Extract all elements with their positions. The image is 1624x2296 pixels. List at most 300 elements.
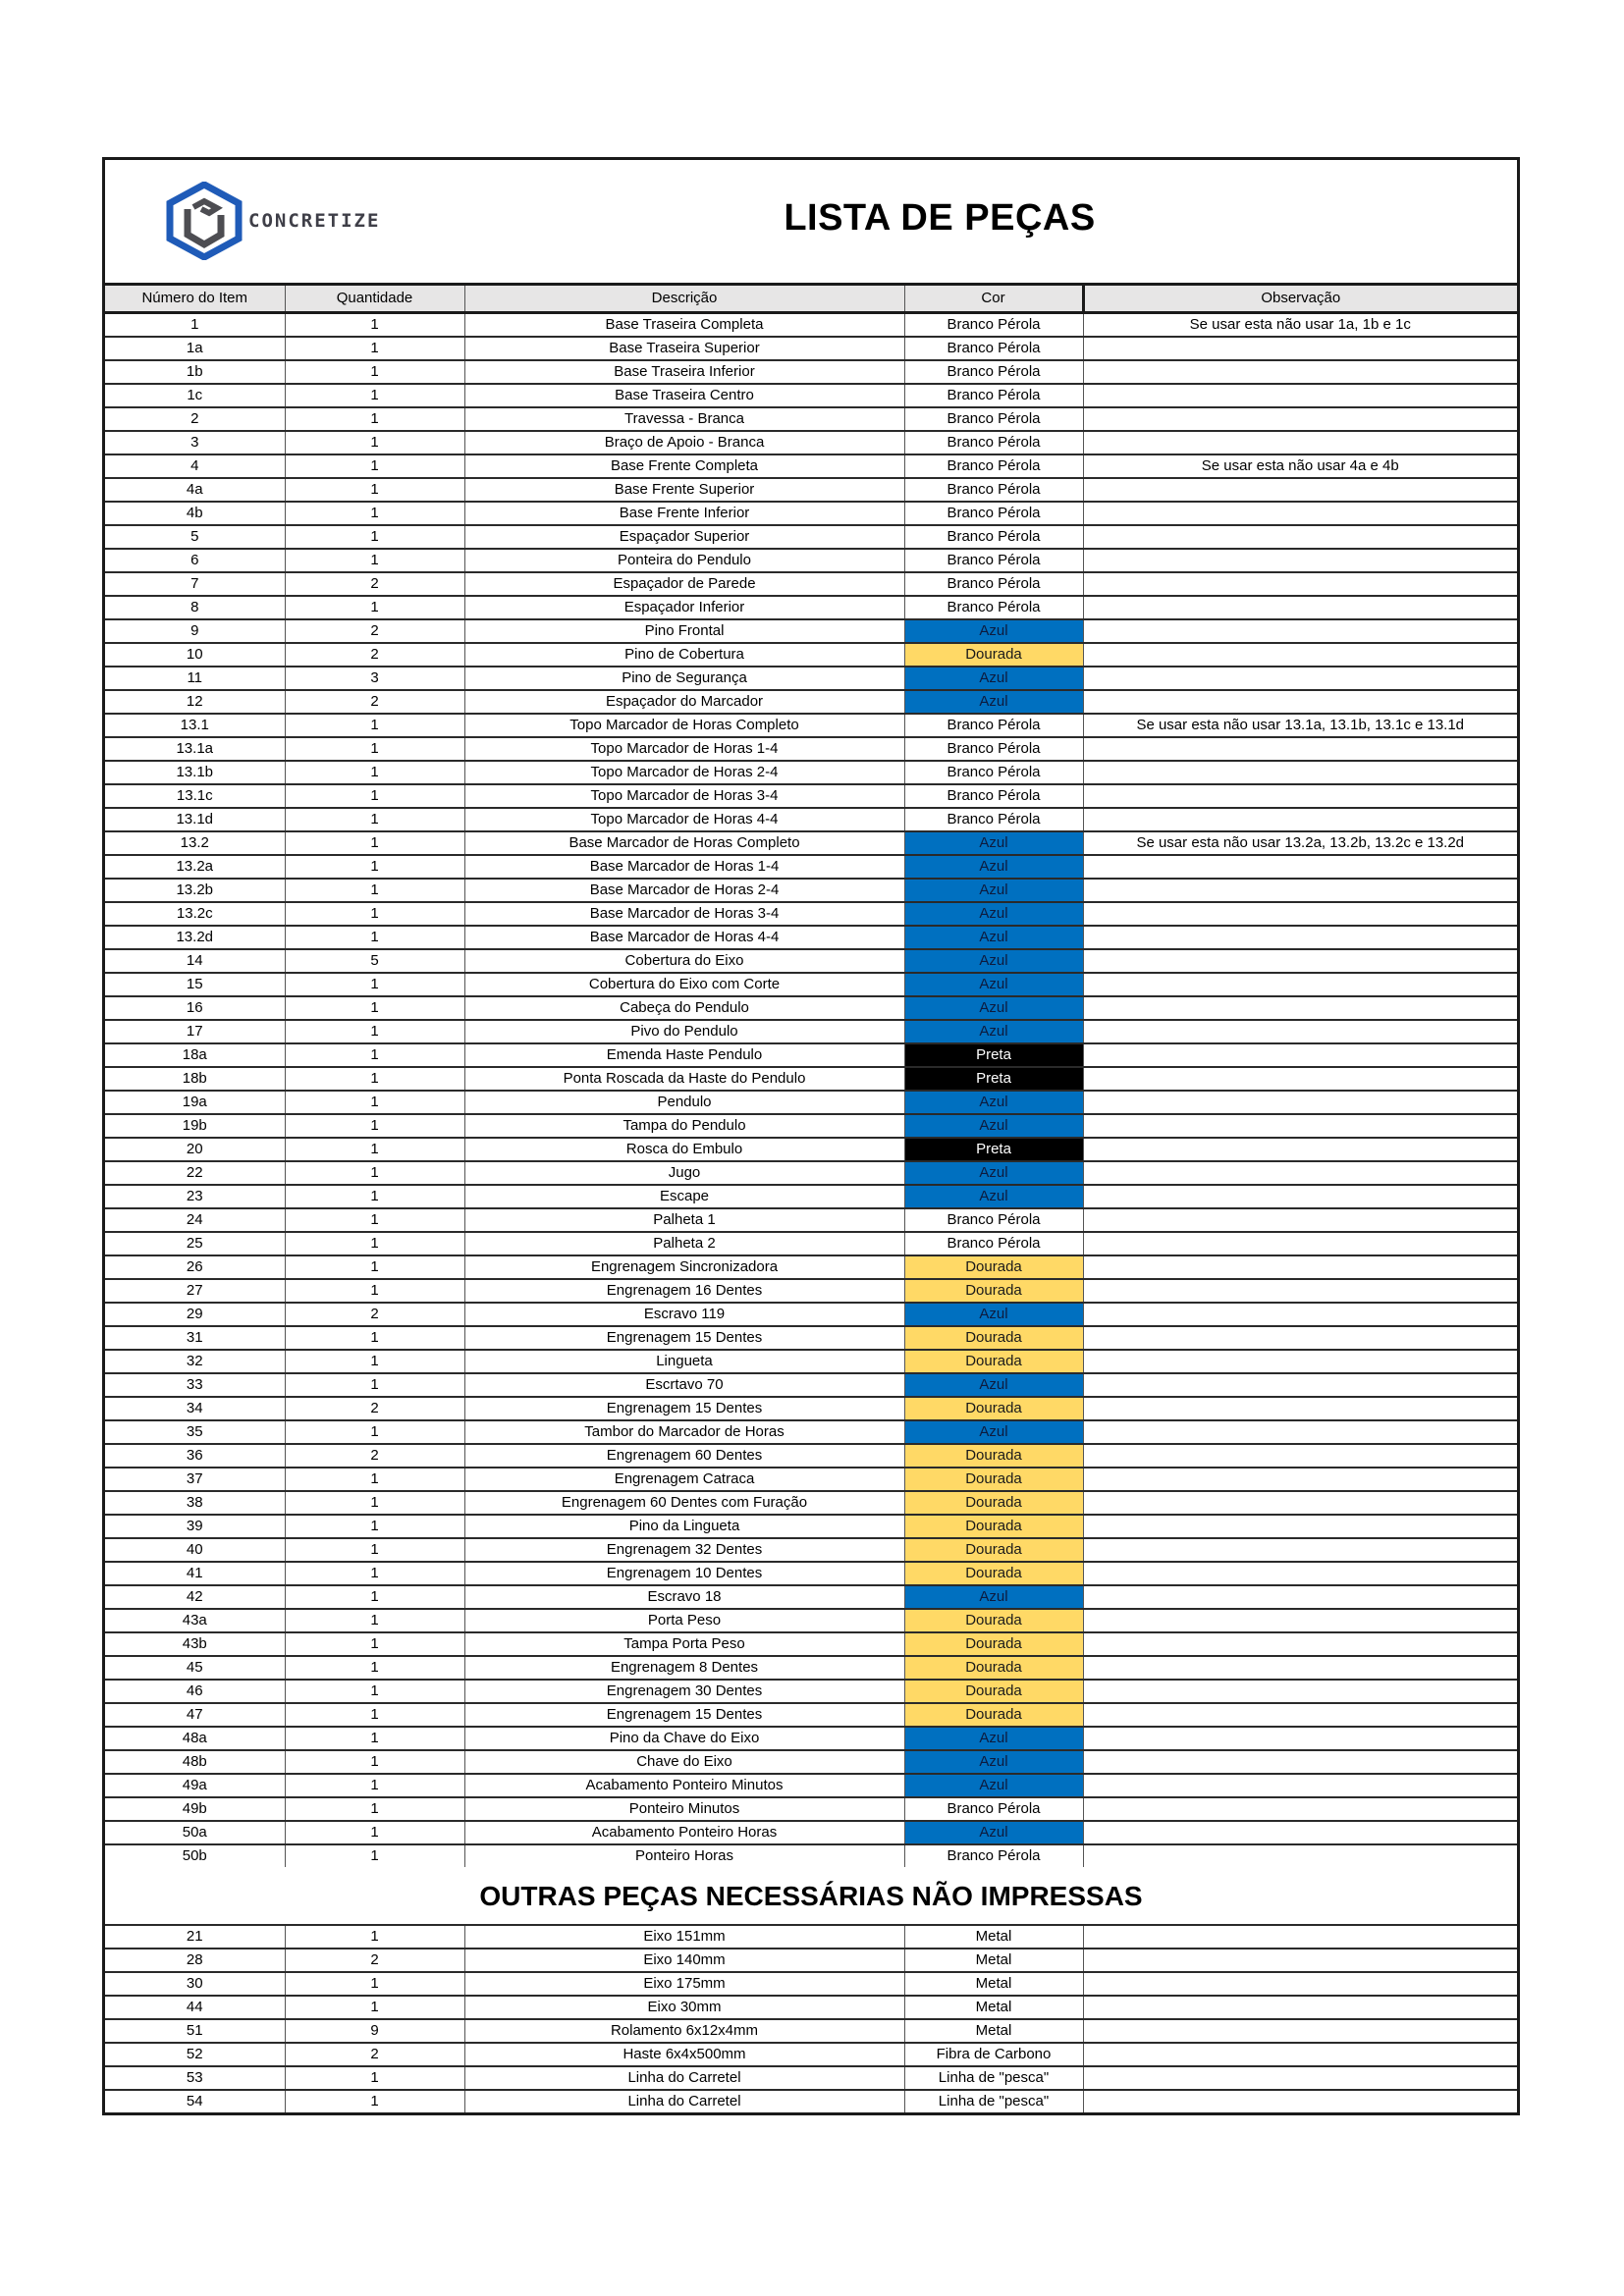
quantity-cell: 2 [285, 572, 464, 596]
quantity-cell: 2 [285, 1444, 464, 1468]
quantity-cell: 1 [285, 1972, 464, 1996]
color-cell: Azul [904, 1303, 1083, 1326]
description-cell: Engrenagem 60 Dentes com Furação [464, 1491, 904, 1515]
table-row [105, 1585, 1517, 1609]
other-parts-table [105, 1926, 1517, 2112]
item-number-cell: 37 [105, 1468, 285, 1491]
item-number-cell: 1c [105, 384, 285, 407]
description-cell: Pivo do Pendulo [464, 1020, 904, 1043]
quantity-cell: 1 [285, 1562, 464, 1585]
description-cell: Eixo 151mm [464, 1926, 904, 1949]
quantity-cell: 1 [285, 1420, 464, 1444]
color-cell: Dourada [904, 1680, 1083, 1703]
description-cell: Base Marcador de Horas 3-4 [464, 902, 904, 926]
observation-cell [1083, 1491, 1517, 1515]
color-cell: Dourada [904, 1515, 1083, 1538]
description-cell: Ponta Roscada da Haste do Pendulo [464, 1067, 904, 1091]
quantity-cell: 2 [285, 1949, 464, 1972]
description-cell: Base Frente Superior [464, 478, 904, 502]
table-row [105, 337, 1517, 360]
item-number-cell: 23 [105, 1185, 285, 1208]
item-number-cell: 53 [105, 2066, 285, 2090]
quantity-cell: 1 [285, 1996, 464, 2019]
description-cell: Espaçador de Parede [464, 572, 904, 596]
item-number-cell: 29 [105, 1303, 285, 1326]
color-cell: Azul [904, 902, 1083, 926]
quantity-cell: 1 [285, 1279, 464, 1303]
observation-cell: Se usar esta não usar 13.2a, 13.2b, 13.2c e 13.2d [1083, 831, 1517, 855]
table-row [105, 761, 1517, 784]
item-number-cell: 49b [105, 1797, 285, 1821]
description-cell: Base Traseira Superior [464, 337, 904, 360]
description-cell: Base Marcador de Horas 2-4 [464, 879, 904, 902]
description-cell: Base Marcador de Horas Completo [464, 831, 904, 855]
observation-cell [1083, 1632, 1517, 1656]
observation-cell [1083, 949, 1517, 973]
quantity-cell: 1 [285, 478, 464, 502]
observation-cell [1083, 1397, 1517, 1420]
observation-cell [1083, 1797, 1517, 1821]
item-number-cell: 32 [105, 1350, 285, 1373]
item-number-cell: 18b [105, 1067, 285, 1091]
item-number-cell: 41 [105, 1562, 285, 1585]
quantity-cell: 1 [285, 831, 464, 855]
color-cell: Branco Pérola [904, 384, 1083, 407]
observation-cell: Se usar esta não usar 1a, 1b e 1c [1083, 313, 1517, 338]
item-number-cell: 13.2a [105, 855, 285, 879]
observation-cell [1083, 431, 1517, 454]
quantity-cell: 1 [285, 549, 464, 572]
table-row [105, 525, 1517, 549]
color-cell: Branco Pérola [904, 478, 1083, 502]
item-number-cell: 52 [105, 2043, 285, 2066]
table-row [105, 1949, 1517, 1972]
quantity-cell: 1 [285, 1208, 464, 1232]
observation-cell [1083, 1114, 1517, 1138]
table-row [105, 619, 1517, 643]
observation-cell [1083, 337, 1517, 360]
color-cell: Azul [904, 1114, 1083, 1138]
description-cell: Escravo 18 [464, 1585, 904, 1609]
quantity-cell: 1 [285, 761, 464, 784]
color-cell: Branco Pérola [904, 337, 1083, 360]
item-number-cell: 40 [105, 1538, 285, 1562]
description-cell: Acabamento Ponteiro Minutos [464, 1774, 904, 1797]
color-cell: Dourada [904, 1491, 1083, 1515]
description-cell: Pino da Chave do Eixo [464, 1727, 904, 1750]
quantity-cell: 1 [285, 1632, 464, 1656]
observation-cell [1083, 2090, 1517, 2112]
description-cell: Topo Marcador de Horas Completo [464, 714, 904, 737]
table-row [105, 1538, 1517, 1562]
quantity-cell: 2 [285, 619, 464, 643]
table-row [105, 1680, 1517, 1703]
color-cell: Preta [904, 1043, 1083, 1067]
item-number-cell: 4a [105, 478, 285, 502]
color-cell: Dourada [904, 1609, 1083, 1632]
quantity-cell: 1 [285, 1067, 464, 1091]
description-cell: Escrtavo 70 [464, 1373, 904, 1397]
observation-cell [1083, 596, 1517, 619]
quantity-cell: 1 [285, 384, 464, 407]
quantity-cell: 2 [285, 2043, 464, 2066]
color-cell: Branco Pérola [904, 784, 1083, 808]
color-cell: Dourada [904, 1444, 1083, 1468]
observation-cell [1083, 619, 1517, 643]
color-cell: Branco Pérola [904, 596, 1083, 619]
description-cell: Topo Marcador de Horas 3-4 [464, 784, 904, 808]
observation-cell [1083, 1444, 1517, 1468]
observation-cell [1083, 1067, 1517, 1091]
printed-parts-table [105, 286, 1517, 1867]
table-row [105, 1138, 1517, 1161]
item-number-cell: 13.2d [105, 926, 285, 949]
observation-cell [1083, 855, 1517, 879]
table-row [105, 1067, 1517, 1091]
item-number-cell: 25 [105, 1232, 285, 1255]
table-row [105, 855, 1517, 879]
color-cell: Branco Pérola [904, 502, 1083, 525]
table-row [105, 902, 1517, 926]
quantity-cell: 1 [285, 1609, 464, 1632]
description-cell: Rolamento 6x12x4mm [464, 2019, 904, 2043]
color-cell: Branco Pérola [904, 454, 1083, 478]
description-cell: Base Frente Inferior [464, 502, 904, 525]
observation-cell [1083, 1043, 1517, 1067]
quantity-cell: 1 [285, 996, 464, 1020]
observation-cell [1083, 1680, 1517, 1703]
description-cell: Escravo 119 [464, 1303, 904, 1326]
color-cell: Branco Pérola [904, 313, 1083, 338]
quantity-cell: 1 [285, 313, 464, 338]
observation-cell [1083, 737, 1517, 761]
quantity-cell: 1 [285, 2090, 464, 2112]
quantity-cell: 2 [285, 643, 464, 667]
quantity-cell: 1 [285, 1491, 464, 1515]
item-number-cell: 13.2b [105, 879, 285, 902]
item-number-cell: 18a [105, 1043, 285, 1067]
color-cell: Azul [904, 1185, 1083, 1208]
description-cell: Porta Peso [464, 1609, 904, 1632]
color-cell: Azul [904, 1373, 1083, 1397]
observation-cell [1083, 1515, 1517, 1538]
table-row [105, 973, 1517, 996]
table-row [105, 454, 1517, 478]
quantity-cell: 1 [285, 714, 464, 737]
item-number-cell: 27 [105, 1279, 285, 1303]
observation-cell [1083, 690, 1517, 714]
table-row [105, 1091, 1517, 1114]
description-cell: Rosca do Embulo [464, 1138, 904, 1161]
observation-cell [1083, 643, 1517, 667]
column-header-item-number: Número do Item [105, 286, 285, 313]
description-cell: Pino de Segurança [464, 667, 904, 690]
color-cell: Branco Pérola [904, 549, 1083, 572]
observation-cell [1083, 1232, 1517, 1255]
quantity-cell: 1 [285, 1750, 464, 1774]
observation-cell [1083, 1972, 1517, 1996]
item-number-cell: 4b [105, 502, 285, 525]
observation-cell [1083, 926, 1517, 949]
description-cell: Engrenagem 15 Dentes [464, 1703, 904, 1727]
column-header-color: Cor [904, 286, 1083, 313]
quantity-cell: 1 [285, 1844, 464, 1867]
color-cell: Branco Pérola [904, 1844, 1083, 1867]
color-cell: Metal [904, 1972, 1083, 1996]
description-cell: Palheta 2 [464, 1232, 904, 1255]
color-cell: Dourada [904, 643, 1083, 667]
description-cell: Engrenagem 8 Dentes [464, 1656, 904, 1680]
color-cell: Azul [904, 879, 1083, 902]
quantity-cell: 5 [285, 949, 464, 973]
color-cell: Fibra de Carbono [904, 2043, 1083, 2066]
observation-cell [1083, 1420, 1517, 1444]
color-cell: Azul [904, 1161, 1083, 1185]
observation-cell [1083, 1303, 1517, 1326]
description-cell: Base Frente Completa [464, 454, 904, 478]
other-parts-section-title: OUTRAS PEÇAS NECESSÁRIAS NÃO IMPRESSAS [105, 1867, 1517, 1926]
item-number-cell: 13.1a [105, 737, 285, 761]
table-row [105, 667, 1517, 690]
observation-cell [1083, 667, 1517, 690]
color-cell: Azul [904, 619, 1083, 643]
column-header-quantity: Quantidade [285, 286, 464, 313]
table-row [105, 572, 1517, 596]
color-cell: Dourada [904, 1562, 1083, 1585]
table-row [105, 1750, 1517, 1774]
observation-cell [1083, 1996, 1517, 2019]
quantity-cell: 1 [285, 1774, 464, 1797]
observation-cell [1083, 1326, 1517, 1350]
quantity-cell: 1 [285, 902, 464, 926]
description-cell: Engrenagem 32 Dentes [464, 1538, 904, 1562]
table-row [105, 2019, 1517, 2043]
table-row [105, 478, 1517, 502]
description-cell: Engrenagem Catraca [464, 1468, 904, 1491]
table-row [105, 1632, 1517, 1656]
color-cell: Metal [904, 1926, 1083, 1949]
table-row [105, 1491, 1517, 1515]
observation-cell [1083, 1091, 1517, 1114]
description-cell: Engrenagem 15 Dentes [464, 1397, 904, 1420]
color-cell: Dourada [904, 1255, 1083, 1279]
table-row [105, 2043, 1517, 2066]
table-row [105, 1185, 1517, 1208]
color-cell: Dourada [904, 1326, 1083, 1350]
item-number-cell: 10 [105, 643, 285, 667]
observation-cell [1083, 1562, 1517, 1585]
table-row [105, 1996, 1517, 2019]
item-number-cell: 49a [105, 1774, 285, 1797]
item-number-cell: 9 [105, 619, 285, 643]
observation-cell [1083, 1703, 1517, 1727]
quantity-cell: 1 [285, 1680, 464, 1703]
table-header-row [105, 286, 1517, 313]
item-number-cell: 2 [105, 407, 285, 431]
description-cell: Espaçador do Marcador [464, 690, 904, 714]
item-number-cell: 44 [105, 1996, 285, 2019]
item-number-cell: 15 [105, 973, 285, 996]
color-cell: Azul [904, 667, 1083, 690]
quantity-cell: 1 [285, 1020, 464, 1043]
color-cell: Azul [904, 1585, 1083, 1609]
table-row [105, 808, 1517, 831]
description-cell: Ponteira do Pendulo [464, 549, 904, 572]
quantity-cell: 2 [285, 690, 464, 714]
color-cell: Branco Pérola [904, 525, 1083, 549]
table-row [105, 549, 1517, 572]
color-cell: Azul [904, 926, 1083, 949]
item-number-cell: 1 [105, 313, 285, 338]
observation-cell [1083, 525, 1517, 549]
color-cell: Dourada [904, 1468, 1083, 1491]
item-number-cell: 50a [105, 1821, 285, 1844]
color-cell: Azul [904, 1091, 1083, 1114]
color-cell: Azul [904, 1727, 1083, 1750]
quantity-cell: 1 [285, 1185, 464, 1208]
table-row [105, 1420, 1517, 1444]
sheet-header [105, 160, 1517, 286]
quantity-cell: 1 [285, 1727, 464, 1750]
table-row [105, 360, 1517, 384]
color-cell: Azul [904, 949, 1083, 973]
description-cell: Pino Frontal [464, 619, 904, 643]
description-cell: Jugo [464, 1161, 904, 1185]
item-number-cell: 38 [105, 1491, 285, 1515]
observation-cell [1083, 784, 1517, 808]
quantity-cell: 1 [285, 1703, 464, 1727]
color-cell: Linha de "pesca" [904, 2090, 1083, 2112]
description-cell: Espaçador Inferior [464, 596, 904, 619]
description-cell: Ponteiro Horas [464, 1844, 904, 1867]
description-cell: Pendulo [464, 1091, 904, 1114]
description-cell: Tambor do Marcador de Horas [464, 1420, 904, 1444]
table-row [105, 1043, 1517, 1067]
observation-cell [1083, 1774, 1517, 1797]
item-number-cell: 13.2c [105, 902, 285, 926]
observation-cell: Se usar esta não usar 13.1a, 13.1b, 13.1c e 13.1d [1083, 714, 1517, 737]
color-cell: Azul [904, 831, 1083, 855]
table-row [105, 1350, 1517, 1373]
color-cell: Dourada [904, 1632, 1083, 1656]
observation-cell [1083, 1656, 1517, 1680]
observation-cell [1083, 1468, 1517, 1491]
item-number-cell: 54 [105, 2090, 285, 2112]
quantity-cell: 1 [285, 1373, 464, 1397]
item-number-cell: 1b [105, 360, 285, 384]
description-cell: Base Marcador de Horas 4-4 [464, 926, 904, 949]
description-cell: Engrenagem 30 Dentes [464, 1680, 904, 1703]
description-cell: Topo Marcador de Horas 1-4 [464, 737, 904, 761]
item-number-cell: 12 [105, 690, 285, 714]
column-header-observation: Observação [1083, 286, 1517, 313]
observation-cell [1083, 360, 1517, 384]
table-row [105, 1208, 1517, 1232]
quantity-cell: 1 [285, 1797, 464, 1821]
table-row [105, 737, 1517, 761]
observation-cell [1083, 1585, 1517, 1609]
table-row [105, 926, 1517, 949]
item-number-cell: 24 [105, 1208, 285, 1232]
item-number-cell: 39 [105, 1515, 285, 1538]
item-number-cell: 14 [105, 949, 285, 973]
observation-cell [1083, 549, 1517, 572]
table-row [105, 831, 1517, 855]
description-cell: Base Traseira Inferior [464, 360, 904, 384]
quantity-cell: 1 [285, 1091, 464, 1114]
quantity-cell: 1 [285, 784, 464, 808]
color-cell: Branco Pérola [904, 1208, 1083, 1232]
table-row [105, 2090, 1517, 2112]
item-number-cell: 43a [105, 1609, 285, 1632]
table-row [105, 1727, 1517, 1750]
color-cell: Azul [904, 973, 1083, 996]
quantity-cell: 1 [285, 1255, 464, 1279]
color-cell: Azul [904, 1821, 1083, 1844]
description-cell: Pino da Lingueta [464, 1515, 904, 1538]
item-number-cell: 8 [105, 596, 285, 619]
description-cell: Base Marcador de Horas 1-4 [464, 855, 904, 879]
observation-cell [1083, 1949, 1517, 1972]
table-row [105, 431, 1517, 454]
item-number-cell: 47 [105, 1703, 285, 1727]
table-row [105, 1774, 1517, 1797]
quantity-cell: 1 [285, 855, 464, 879]
item-number-cell: 5 [105, 525, 285, 549]
table-row [105, 1703, 1517, 1727]
column-header-description: Descrição [464, 286, 904, 313]
quantity-cell: 3 [285, 667, 464, 690]
description-cell: Palheta 1 [464, 1208, 904, 1232]
item-number-cell: 19b [105, 1114, 285, 1138]
color-cell: Azul [904, 1420, 1083, 1444]
color-cell: Dourada [904, 1279, 1083, 1303]
item-number-cell: 45 [105, 1656, 285, 1680]
observation-cell [1083, 384, 1517, 407]
color-cell: Dourada [904, 1656, 1083, 1680]
description-cell: Tampa Porta Peso [464, 1632, 904, 1656]
quantity-cell: 1 [285, 1538, 464, 1562]
quantity-cell: 2 [285, 1397, 464, 1420]
table-row [105, 1844, 1517, 1867]
table-row [105, 596, 1517, 619]
color-cell: Branco Pérola [904, 761, 1083, 784]
description-cell: Eixo 140mm [464, 1949, 904, 1972]
item-number-cell: 7 [105, 572, 285, 596]
printed-parts-body [105, 313, 1517, 1868]
observation-cell [1083, 1185, 1517, 1208]
observation-cell [1083, 1138, 1517, 1161]
observation-cell [1083, 1161, 1517, 1185]
table-row [105, 714, 1517, 737]
table-row [105, 1656, 1517, 1680]
observation-cell [1083, 879, 1517, 902]
color-cell: Branco Pérola [904, 431, 1083, 454]
observation-cell [1083, 1538, 1517, 1562]
color-cell: Azul [904, 1750, 1083, 1774]
description-cell: Cabeça do Pendulo [464, 996, 904, 1020]
observation-cell [1083, 1350, 1517, 1373]
description-cell: Braço de Apoio - Branca [464, 431, 904, 454]
color-cell: Azul [904, 1774, 1083, 1797]
description-cell: Lingueta [464, 1350, 904, 1373]
item-number-cell: 13.1c [105, 784, 285, 808]
table-row [105, 384, 1517, 407]
color-cell: Dourada [904, 1397, 1083, 1420]
color-cell: Branco Pérola [904, 737, 1083, 761]
observation-cell [1083, 902, 1517, 926]
item-number-cell: 11 [105, 667, 285, 690]
